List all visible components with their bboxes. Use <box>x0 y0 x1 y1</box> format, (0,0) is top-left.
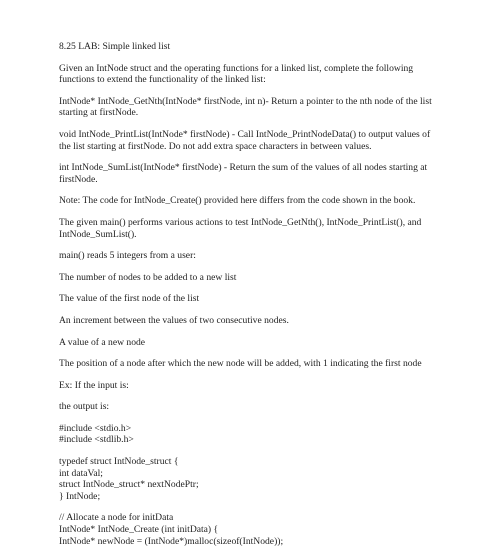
input-item-4: A value of a new node <box>59 336 146 348</box>
code-line: int dataVal; <box>59 467 103 479</box>
input-item-2: The value of the first node of the list <box>59 293 200 305</box>
input-intro: main() reads 5 integers from a user: <box>59 250 196 262</box>
code-line: IntNode* newNode = (IntNode*)malloc(sizeof(IntNode)); <box>59 535 284 547</box>
code-struct-definition <box>59 456 443 502</box>
example-output-label: the output is: <box>59 401 110 413</box>
input-item-3: An increment between the values of two consecutive nodes. <box>59 314 289 326</box>
getnth-description: IntNode* IntNode_GetNth(IntNode* firstNode, int n)- Return a pointer to the nth node of the list starting at firstNode. <box>59 95 432 119</box>
input-item-1: The number of nodes to be added to a new list <box>59 271 237 283</box>
intro-paragraph: Given an IntNode struct and the operating functions for a linked list, complete the following functions to extend the functionality of the linked list: <box>59 62 414 86</box>
code-line: #include <stdio.h> <box>59 422 132 434</box>
note-paragraph: Note: The code for IntNode_Create() provided here differs from the code shown in the book. <box>59 195 416 207</box>
code-create-function <box>59 512 443 547</box>
example-input-label: Ex: If the input is: <box>59 379 129 391</box>
code-line: IntNode* IntNode_Create (int initData) { <box>59 524 219 536</box>
sumlist-description: int IntNode_SumList(IntNode* firstNode) - Return the sum of the values of all nodes starting at firstNode. <box>59 162 428 185</box>
code-line: #include <stdlib.h> <box>59 434 134 446</box>
code-line: } IntNode; <box>59 490 101 502</box>
document-page <box>59 41 443 557</box>
printlist-description: void IntNode_PrintList(IntNode* firstNode) - Call IntNode_PrintNodeData() to output values of the list starting at firstNode. Do not add extra space characters in between values. <box>59 128 431 152</box>
input-item-5: The position of a node after which the new node will be added, with 1 indicating the first node <box>59 358 422 370</box>
main-description: The given main() performs various actions to test IntNode_GetNth(), IntNode_PrintList(), and IntNode_SumList(). <box>59 216 422 240</box>
code-line: // Allocate a node for initData <box>59 512 174 524</box>
code-includes <box>59 423 443 446</box>
code-line: typedef struct IntNode_struct { <box>59 456 179 468</box>
lab-title: 8.25 LAB: Simple linked list <box>59 41 171 52</box>
code-line: struct IntNode_struct* nextNodePtr; <box>59 479 199 491</box>
